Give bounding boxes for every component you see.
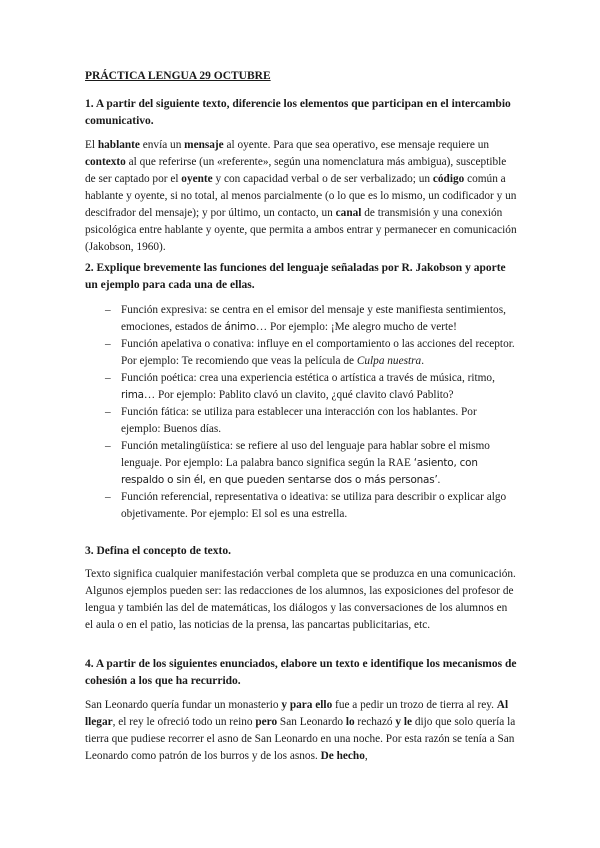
question-3-heading: 3. Defina el concepto de texto. bbox=[85, 545, 231, 557]
list-item-fatica: – Función fática: se utiliza para establecer una interacción con los hablantes. Por ejemplo: Buenos días. bbox=[105, 406, 477, 435]
list-dash: – bbox=[105, 304, 111, 316]
question-1-heading: 1. A partir del siguiente texto, diferencie los elementos que participan en el intercambio comunicativo. bbox=[85, 98, 511, 127]
question-4-paragraph: San Leonardo quería fundar un monasterio y para ello fue a pedir un trozo de tierra al rey. Al llegar, el rey le ofreció todo un reino pero San Leonardo lo rechazó y le dijo que solo quería la tierra que pudiese recorrer el asno de San Leonardo en una noche. Por esta razón se tenía a San Leonardo como patrón de los burros y de los asnos. De hecho, bbox=[85, 699, 516, 762]
list-item-expresiva: – Función expresiva: se centra en el emisor del mensaje y este manifiesta sentimientos, emociones, estados de ánimo… Por ejemplo: ¡Me alegro mucho de verte! bbox=[105, 304, 506, 333]
list-dash: – bbox=[105, 338, 111, 350]
functions-list bbox=[85, 302, 517, 523]
list-item-apelativa: – Función apelativa o conativa: influye en el comportamiento o las acciones del receptor. Por ejemplo: Te recomiendo que veas la película de Culpa nuestra. bbox=[105, 338, 515, 367]
list-item-metalinguistica: – Función metalingüística: se refiere al uso del lenguaje para hablar sobre el mismo lenguaje. Por ejemplo: La palabra banco significa según la RAE ‘asiento, con respaldo o sin él, en que pueden sentarse dos o más personas’. bbox=[105, 440, 490, 486]
list-dash: – bbox=[105, 372, 111, 384]
page-title: PRÁCTICA LENGUA 29 OCTUBRE bbox=[85, 70, 271, 82]
question-4-heading: 4. A partir de los siguientes enunciados, elabore un texto e identifique los mecanismos de cohesión a los que ha recurrido. bbox=[85, 658, 517, 687]
list-dash: – bbox=[105, 440, 111, 452]
question-3-paragraph: Texto significa cualquier manifestación verbal completa que se produzca en una comunicación. Algunos ejemplos pueden ser: las redacciones de los alumnos, las exposiciones del profesor de lengua y también las del de matemáticas, los diálogos y las conversaciones de los alumnos en el aula o en el patio, las noticias de la prensa, las pancartas publicitarias, etc. bbox=[85, 568, 516, 631]
question-1-paragraph: El hablante envía un mensaje al oyente. Para que sea operativo, ese mensaje requiere un contexto al que referirse (un «referente», según una nomenclatura más ambigua), susceptible de ser captado por el oyente y con capacidad verbal o de ser verbalizado; un código común a hablante y oyente, si no total, al menos parcialmente (o lo que es lo mismo, un codificador y un descifrador del mensaje); y por último, un contacto, un canal de transmisión y una conexión psicológica entre hablante y oyente, que permita a ambos entrar y permanecer en comunicación (Jakobson, 1960). bbox=[85, 139, 517, 253]
list-item-referencial: – Función referencial, representativa o ideativa: se utiliza para describir o explicar algo objetivamente. Por ejemplo: El sol es una estrella. bbox=[105, 491, 507, 520]
list-dash: – bbox=[105, 406, 111, 418]
list-dash: – bbox=[105, 491, 111, 503]
question-2-heading: 2. Explique brevemente las funciones del lenguaje señaladas por R. Jakobson y aporte un ejemplo para cada una de ellas. bbox=[85, 262, 506, 291]
list-item-poetica: – Función poética: crea una experiencia estética o artística a través de música, ritmo, rima… Por ejemplo: Pablito clavó un clavito, ¿qué clavito clavó Pablito? bbox=[105, 372, 495, 401]
